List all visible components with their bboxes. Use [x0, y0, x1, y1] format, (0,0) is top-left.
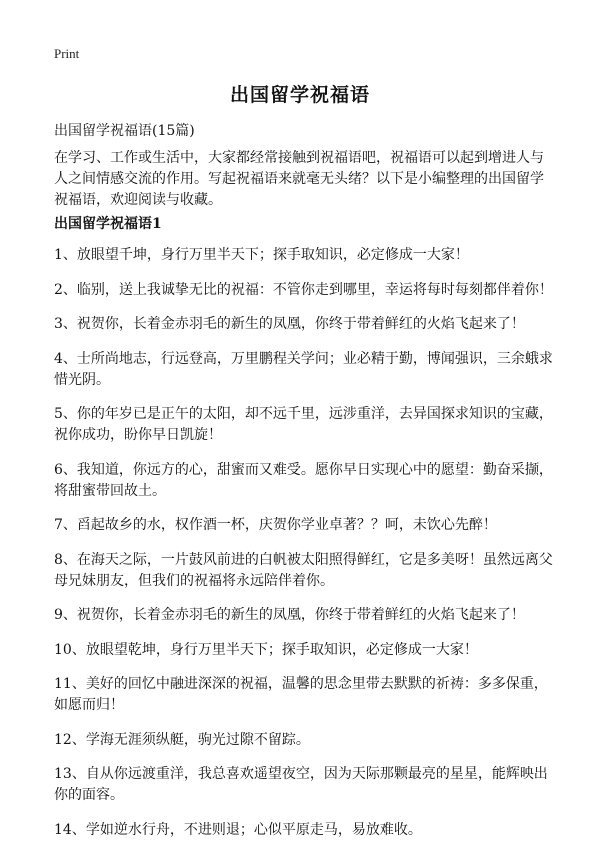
list-item: 2、临别，送上我诚挚无比的祝福：不管你走到哪里，幸运将每时每刻都伴着你！	[54, 281, 553, 298]
list-item: 1、放眼望千坤，身行万里半天下；探手取知识，必定修成一大家！	[54, 247, 469, 263]
list-item: 6、我知道，你远方的心，甜蜜而又难受。愿你早日实现心中的愿望：勤奋采撷，将甜蜜带回故土。	[54, 461, 553, 499]
list-item: 13、自从你远渡重洋，我总喜欢遥望夜空，因为天际那颗最亮的星星，能辉映出你的面容。	[54, 766, 548, 803]
list-item: 14、学如逆水行舟，不进则退；心似平原走马，易放难收。	[54, 821, 422, 838]
list-item: 4、士所尚地志，行远登高，万里鹏程关学问；业必精于勤，博闻强识，三余蛾求惜光阴。	[54, 350, 553, 388]
print-link[interactable]: Print	[54, 46, 80, 61]
list-item: 9、祝贺你，长着金赤羽毛的新生的凤凰，你终于带着鲜红的火焰飞起来了！	[54, 607, 525, 623]
list-item: 5、你的年岁已是正午的太阳，却不远千里，远涉重洋，去异国探求知识的宝藏，祝你成功，盼你早日凯旋！	[54, 406, 553, 443]
list-item: 3、祝贺你，长着金赤羽毛的新生的凤凰，你终于带着鲜红的火焰飞起来了！	[54, 316, 525, 332]
list-item: 10、放眼望乾坤，身行万里半天下；探手取知识，必定修成一大家！	[54, 641, 478, 658]
list-item: 11、美好的回忆中融进深深的祝福，温馨的思念里带去默默的祈祷：多多保重，如愿而归！	[54, 676, 548, 713]
list-item: 8、在海天之际，一片鼓风前进的白帆被太阳照得鲜红，它是多美呀！虽然远离父母兄妹朋友，但我们的祝福将永远陪伴着你。	[54, 551, 553, 589]
document-subtitle: 出国留学祝福语(15篇)	[54, 123, 195, 139]
list-item: 12、学海无涯须纵艇，驹光过隙不留踪。	[54, 731, 310, 748]
wish-list	[54, 245, 554, 854]
intro-paragraph: 在学习、工作或生活中，大家都经常接触到祝福语吧，祝福语可以起到增进人与人之间情感交流的作用。写起祝福语来就毫无头绪？以下是小编整理的出国留学祝福语，欢迎阅读与收藏。	[54, 150, 544, 208]
list-item: 7、舀起故乡的水，权作酒一杯，庆贺你学业卓著？？呵，未饮心先醉！	[54, 517, 497, 533]
page-title: 出国留学祝福语	[229, 84, 370, 106]
section-heading: 出国留学祝福语1	[54, 216, 162, 232]
